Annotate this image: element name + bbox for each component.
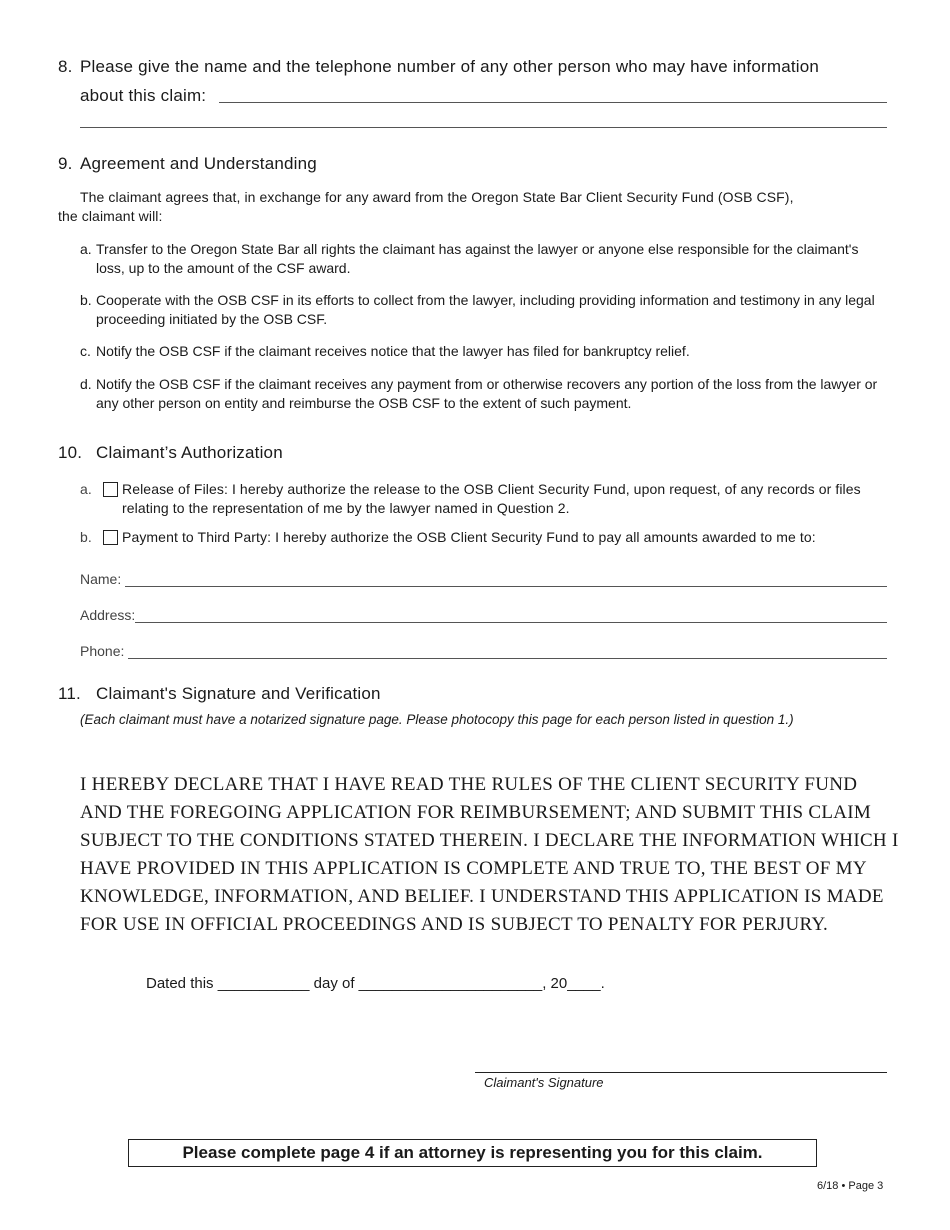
page-footer: 6/18 • Page 3	[817, 1180, 884, 1192]
q9-title: Agreement and Understanding	[80, 154, 317, 173]
q11-title: Claimant's Signature and Verification	[96, 684, 381, 703]
q10-item-a-label: a.	[80, 481, 92, 497]
attorney-notice-box	[128, 1139, 817, 1167]
q9-item-b	[80, 291, 890, 329]
q9-item-d-label: d.	[80, 376, 92, 392]
name-field-label: Name:	[80, 571, 125, 587]
q9-item-d-text: Notify the OSB CSF if the claimant receives any payment from or otherwise recovers any portion of the loss from the lawyer or any other person on entity and reimburse the OSB CSF to the extent of such payment.	[96, 376, 878, 411]
q10-item-b-text: Payment to Third Party: I hereby authorize the OSB Client Security Fund to pay all amounts awarded to me to:	[122, 529, 816, 545]
q11-note: (Each claimant must have a notarized signature page. Please photocopy this page for each person listed in question 1.)	[80, 712, 794, 727]
address-field-line[interactable]	[80, 622, 887, 623]
q9-item-a	[80, 240, 890, 278]
q8-text-line2: about this claim:	[80, 86, 207, 105]
signature-line[interactable]	[475, 1072, 887, 1073]
declaration-line: SUBJECT TO THE CONDITIONS STATED THEREIN. I DECLARE THE INFORMATION WHICH I	[80, 830, 899, 851]
declaration-line: FOR USE IN OFFICIAL PROCEEDINGS AND IS SUBJECT TO PENALTY FOR PERJURY.	[80, 914, 829, 935]
q10-item-b-label: b.	[80, 529, 92, 545]
q9-item-b-text: Cooperate with the OSB CSF in its efforts to collect from the lawyer, including providing information and testimony in any legal proceeding initiated by the OSB CSF.	[96, 292, 875, 327]
payment-third-party-checkbox[interactable]	[103, 530, 118, 545]
q9-item-c-label: c.	[80, 343, 91, 359]
phone-field-label: Phone:	[80, 643, 128, 659]
attorney-notice-text: Please complete page 4 if an attorney is representing you for this claim.	[182, 1143, 763, 1162]
q10-item-a	[80, 480, 890, 518]
q9-item-a-text: Transfer to the Oregon State Bar all rights the claimant has against the lawyer or anyone else responsible for the claimant's loss, up to the amount of the CSF award.	[96, 241, 859, 276]
q10-number: 10.	[58, 443, 83, 462]
q9-number: 9.	[58, 154, 73, 173]
q8-number: 8.	[58, 57, 73, 76]
dated-line[interactable]: Dated this ___________ day of ______________________, 20____.	[146, 975, 605, 992]
q10-item-a-text: Release of Files: I hereby authorize the release to the OSB Client Security Fund, upon request, of any records or files relating to the representation of me by the lawyer named in Question 2.	[122, 481, 861, 516]
q9-item-b-label: b.	[80, 292, 92, 308]
q10-title: Claimant’s Authorization	[96, 443, 283, 462]
q9-intro-line1: The claimant agrees that, in exchange for any award from the Oregon State Bar Client Security Fund (OSB CSF),	[80, 189, 794, 205]
q8-answer-line-2[interactable]	[80, 127, 887, 128]
q9-item-c	[80, 342, 890, 361]
q11-number: 11.	[58, 684, 81, 703]
signature-label: Claimant's Signature	[484, 1075, 604, 1090]
q9-item-a-label: a.	[80, 241, 92, 257]
declaration-line: I HEREBY DECLARE THAT I HAVE READ THE RULES OF THE CLIENT SECURITY FUND	[80, 774, 858, 795]
phone-field-line[interactable]	[80, 658, 887, 659]
q9-item-c-text: Notify the OSB CSF if the claimant receives notice that the lawyer has filed for bankruptcy relief.	[96, 343, 690, 359]
q9-intro-line2: the claimant will:	[58, 208, 163, 224]
q8-answer-line-1[interactable]	[219, 102, 887, 103]
address-field-label: Address:	[80, 607, 136, 623]
declaration-line: HAVE PROVIDED IN THIS APPLICATION IS COMPLETE AND TRUE TO, THE BEST OF MY	[80, 858, 867, 879]
declaration	[80, 771, 910, 939]
release-files-checkbox[interactable]	[103, 482, 118, 497]
declaration-line: KNOWLEDGE, INFORMATION, AND BELIEF. I UNDERSTAND THIS APPLICATION IS MADE	[80, 886, 884, 907]
name-field-line[interactable]	[80, 586, 887, 587]
q8-text: Please give the name and the telephone number of any other person who may have information	[80, 57, 820, 76]
q10-item-b	[80, 528, 890, 547]
declaration-line: AND THE FOREGOING APPLICATION FOR REIMBURSEMENT; AND SUBMIT THIS CLAIM	[80, 802, 872, 823]
q9-item-d	[80, 375, 890, 413]
